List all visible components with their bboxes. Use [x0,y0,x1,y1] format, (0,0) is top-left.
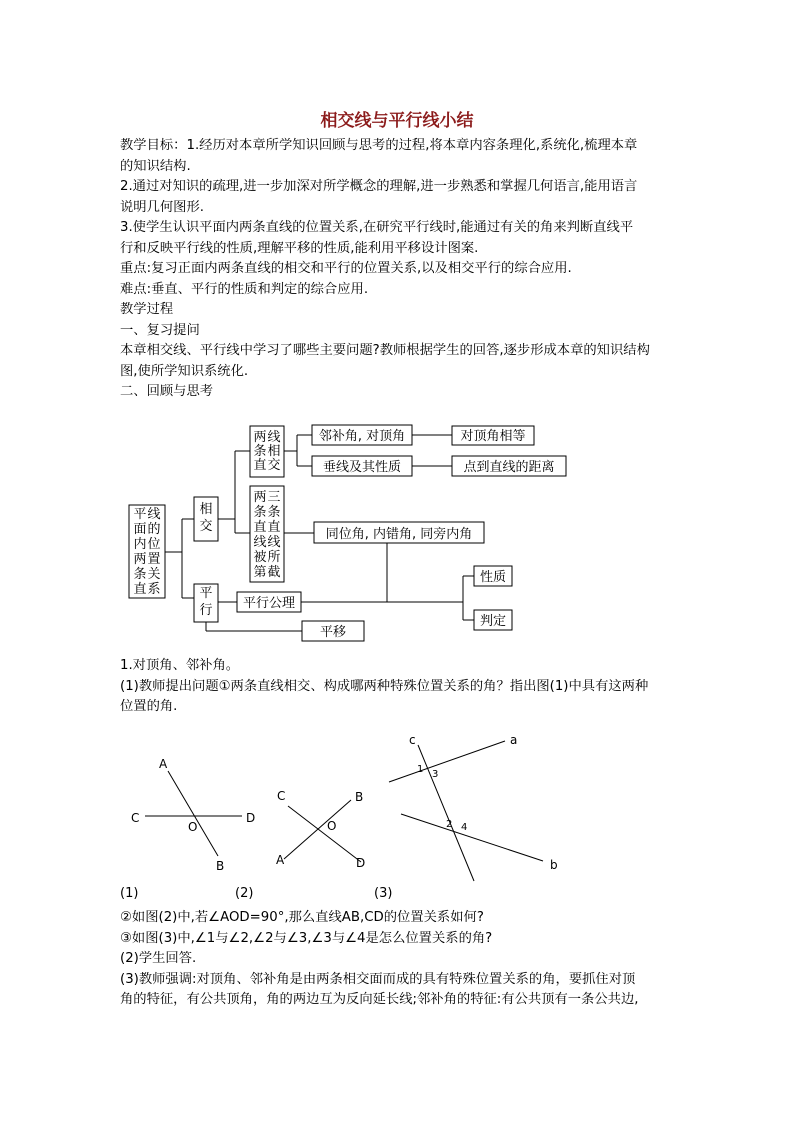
fig1-label-o: O [188,820,198,834]
fig2-label-c: C [277,789,286,803]
fig1-label-a: A [159,757,168,771]
text-line: (2)学生回答. [120,951,197,966]
adjacent-label: 邻补角, 对顶角 [318,429,406,444]
text-line: 位置的角. [120,699,178,714]
two-lines-label: 两条直线相交 [253,430,281,473]
text-line: 的知识结构. [120,158,191,174]
fig3-angle-4: 4 [461,822,468,833]
judgement-label: 判定 [479,614,507,629]
parallel-label: 平行 [199,586,213,618]
fig3-angle-2: 2 [446,819,453,830]
text-line: (3)教师强调:对顶角、邻补角是由两条相交面而成的具有特殊位置关系的角，要抓住对顶 [120,971,636,987]
translation-label: 平移 [319,625,347,640]
property-label: 性质 [479,570,507,585]
text-line: 一、复习提问 [120,322,200,338]
text-line: 二、回顾与思考 [120,384,214,399]
fig2-label-b: B [355,790,364,804]
distance-label: 点到直线的距离 [463,460,555,475]
fig2-label-d: D [356,856,366,870]
fig3-label-b: b [550,858,558,872]
text-line: 教学目标：1.经历对本章所学知识回顾与思考的过程,将本章内容条理化,系统化,梳理本章 [120,138,638,153]
text-line: 2.通过对知识的疏理,进一步加深对所学概念的理解,进一步熟悉和掌握几何语言,能用语言 [120,179,638,194]
caption-fig1: (1) [120,886,139,901]
document-title: 相交线与平行线小结 [320,111,474,131]
end-section [120,908,680,1011]
text-line: 图,使所学知识系统化. [120,363,249,379]
fig3-line-b [401,814,543,861]
fig2-line-ab [284,800,351,859]
text-line: 重点:复习正面内两条直线的相交和平行的位置关系,以及相交平行的综合应用. [120,261,572,276]
caption-fig2: (2) [235,886,254,901]
text-line: 1.对顶角、邻补角。 [120,658,240,673]
text-line: 角的特征，有公共顶角，角的两边互为反向延长线;邻补角的特征:有公共顶有一条公共边, [120,992,639,1007]
fig1-label-c: C [131,811,140,825]
fig3-label-c: c [409,733,416,747]
parallel-axiom-label: 平行公理 [242,596,296,611]
angles-label: 同位角, 内错角, 同旁内角 [325,527,473,542]
fig2-label-o: O [327,819,337,833]
text-line: 教学过程 [120,302,174,317]
fig3-line-a [389,741,505,782]
text-line: 难点:垂直、平行的性质和判定的综合应用. [120,281,369,297]
text-line: ③如图(3)中,∠1与∠2,∠2与∠3,∠3与∠4是怎么位置关系的角? [120,930,493,946]
text-line: 本章相交线、平行线中学习了哪些主要问题?教师根据学生的回答,逐步形成本章的知识结构 [120,343,650,358]
fig3-line-c [418,745,474,881]
text-line: 3.使学生认识平面内两条直线的位置关系,在研究平行线时,能通过有关的角来判断直线平 [120,220,634,235]
text-line: 行和反映平行线的性质,理解平移的性质,能利用平移设计图案. [120,240,479,256]
intersect-label: 相交 [199,502,213,534]
three-lines-label: 两条直线被第三条直线所截 [253,490,281,580]
text-line: ②如图(2)中,若∠AOD=90°,那么直线AB,CD的位置关系如何? [120,910,484,925]
caption-fig3: (3) [374,886,393,901]
fig3-angle-3: 3 [432,769,439,780]
fig3-angle-1: 1 [417,764,424,775]
fig3-label-a: a [510,733,518,747]
vertical-equal-label: 对顶角相等 [460,429,526,444]
fig2-label-a: A [276,853,285,867]
fig1-label-b: B [216,859,225,873]
fig1-label-d: D [246,811,256,825]
text-line: 说明几何图形. [120,199,205,215]
fig1-line-ab [168,771,218,856]
text-line: (1)教师提出问题①两条直线相交、构成哪两种特殊位置关系的角？指出图(1)中具有这两种 [120,678,649,694]
perpendicular-label: 垂线及其性质 [322,460,402,475]
fig2-line-cd [288,806,361,862]
root-label: 平面内两条直线的位置关系 [133,507,161,597]
